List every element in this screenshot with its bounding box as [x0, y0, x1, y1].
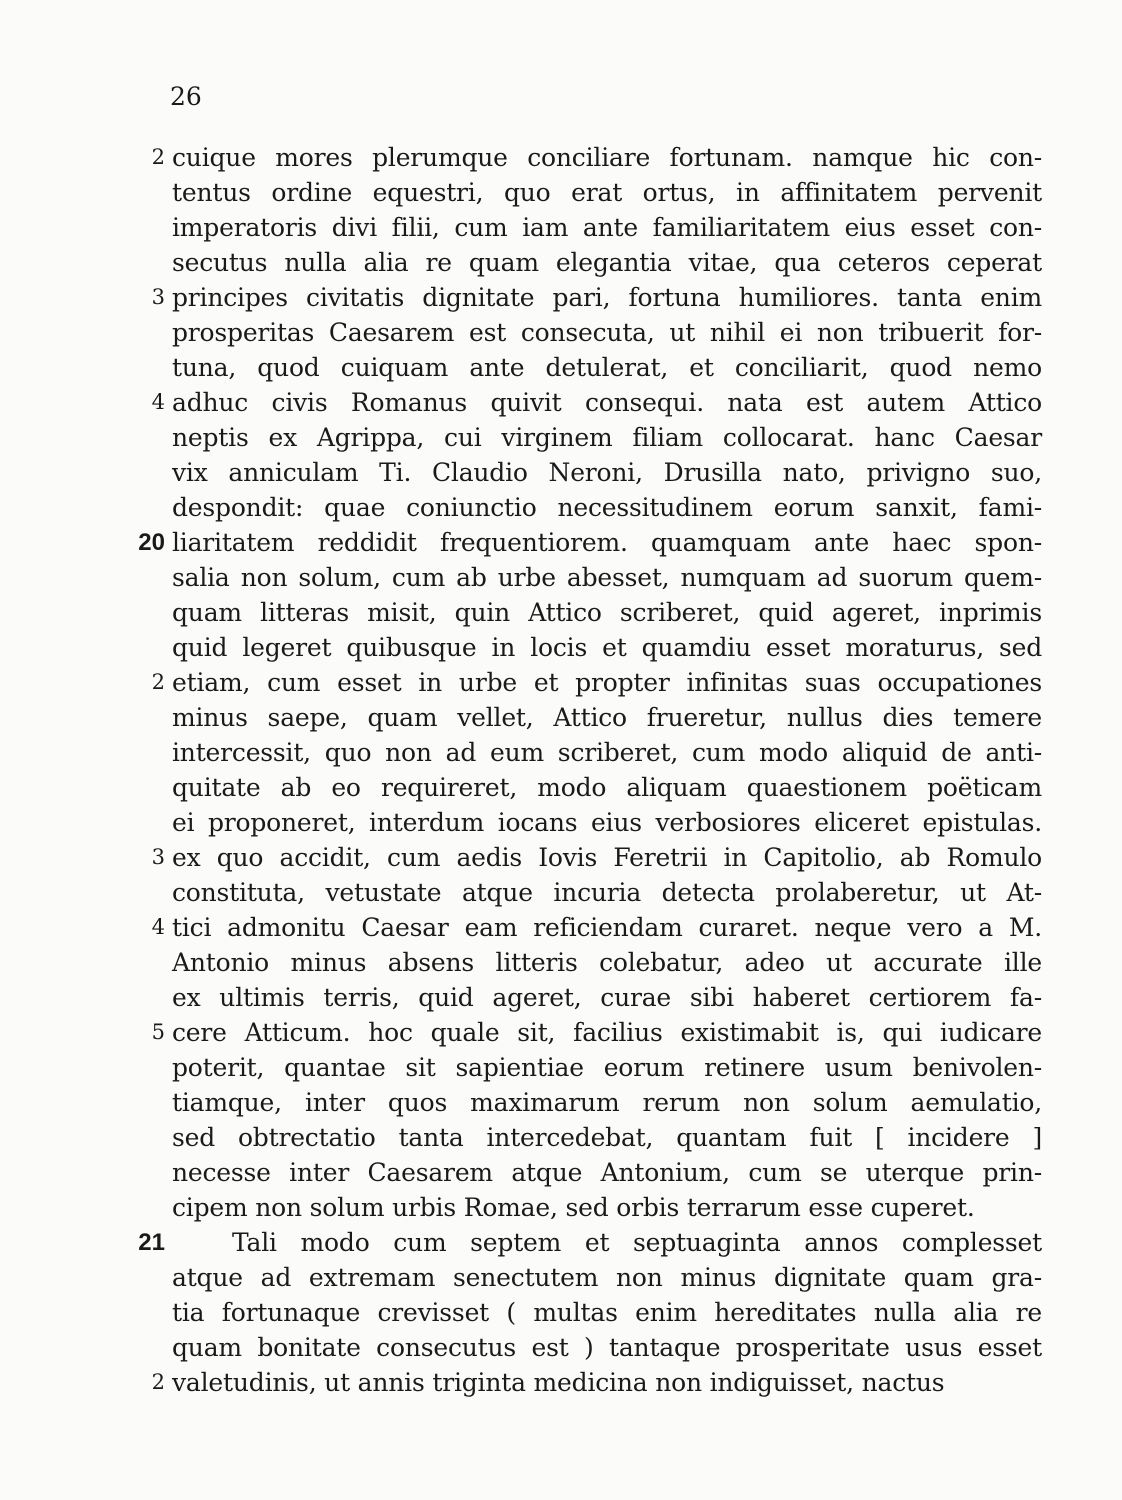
line-text: etiam, cum esset in urbe et propter infinitas suas occupationes — [172, 668, 1042, 697]
line-text: poterit, quantae sit sapientiae eorum retinere usum benivolen- — [172, 1053, 1042, 1082]
line-text: tuna, quod cuiquam ante detulerat, et conciliarit, quod nemo — [172, 353, 1042, 382]
text-line — [0, 210, 1122, 245]
text-line — [0, 420, 1122, 455]
text-line — [0, 1015, 1122, 1050]
text-line — [0, 595, 1122, 630]
text-line — [0, 630, 1122, 665]
page-number: 26 — [170, 82, 202, 111]
text-line — [0, 560, 1122, 595]
line-text: quid legeret quibusque in locis et quamdiu esset moraturus, sed — [172, 633, 1042, 662]
line-text: cuique mores plerumque conciliare fortunam. namque hic con- — [172, 143, 1042, 172]
line-text: Tali modo cum septem et septuaginta annos complesset — [232, 1228, 1042, 1257]
text-line — [0, 385, 1122, 420]
text-line — [0, 1225, 1122, 1260]
text-line — [0, 805, 1122, 840]
text-line — [0, 840, 1122, 875]
text-line — [0, 735, 1122, 770]
line-text: quam litteras misit, quin Attico scriberet, quid ageret, inprimis — [172, 598, 1042, 627]
line-text: despondit: quae coniunctio necessitudinem eorum sanxit, fami- — [172, 493, 1042, 522]
line-text: quitate ab eo requireret, modo aliquam quaestionem poëticam — [172, 773, 1042, 802]
text-line — [0, 980, 1122, 1015]
section-number: 2 — [151, 670, 165, 694]
text-line — [0, 1120, 1122, 1155]
text-line — [0, 1085, 1122, 1120]
line-text: principes civitatis dignitate pari, fortuna humiliores. tanta enim — [172, 283, 1042, 312]
line-text: ex quo accidit, cum aedis Iovis Feretrii in Capitolio, ab Romulo — [172, 843, 1042, 872]
text-body — [0, 140, 1122, 1400]
text-line — [0, 315, 1122, 350]
text-line — [0, 455, 1122, 490]
line-text: ei proponeret, interdum iocans eius verbosiores eliceret epistulas. — [172, 808, 1042, 837]
text-line — [0, 875, 1122, 910]
line-text: valetudinis, ut annis triginta medicina non indiguisset, nactus — [172, 1368, 945, 1397]
line-text: atque ad extremam senectutem non minus dignitate quam gra- — [172, 1263, 1042, 1292]
text-line — [0, 490, 1122, 525]
text-line — [0, 1155, 1122, 1190]
text-line — [0, 1050, 1122, 1085]
line-text: vix anniculam Ti. Claudio Neroni, Drusilla nato, privigno suo, — [172, 458, 1042, 487]
line-text: sed obtrectatio tanta intercedebat, quantam fuit [ incidere ] — [172, 1123, 1042, 1152]
section-number: 2 — [151, 145, 165, 169]
line-text: tentus ordine equestri, quo erat ortus, in affinitatem pervenit — [172, 178, 1042, 207]
line-text: tiamque, inter quos maximarum rerum non solum aemulatio, — [172, 1088, 1042, 1117]
text-line — [0, 1330, 1122, 1365]
text-line — [0, 910, 1122, 945]
text-line — [0, 665, 1122, 700]
line-text: tici admonitu Caesar eam reficiendam curaret. neque vero a M. — [172, 913, 1042, 942]
line-text: imperatoris divi filii, cum iam ante familiaritatem eius esset con- — [172, 213, 1042, 242]
line-text: necesse inter Caesarem atque Antonium, cum se uterque prin- — [172, 1158, 1042, 1187]
chapter-number: 21 — [138, 1229, 165, 1256]
text-line — [0, 770, 1122, 805]
text-line — [0, 245, 1122, 280]
section-number: 5 — [151, 1020, 165, 1044]
section-number: 4 — [151, 915, 165, 939]
line-text: cere Atticum. hoc quale sit, facilius existimabit is, qui iudicare — [172, 1018, 1042, 1047]
line-text: ex ultimis terris, quid ageret, curae sibi haberet certiorem fa- — [172, 983, 1042, 1012]
text-line — [0, 1295, 1122, 1330]
section-number: 3 — [151, 845, 165, 869]
text-line — [0, 140, 1122, 175]
text-line — [0, 1190, 1122, 1225]
section-number: 4 — [151, 390, 165, 414]
line-text: salia non solum, cum ab urbe abesset, numquam ad suorum quem- — [172, 563, 1042, 592]
section-number: 3 — [151, 285, 165, 309]
line-text: prosperitas Caesarem est consecuta, ut nihil ei non tribuerit for- — [172, 318, 1042, 347]
line-text: secutus nulla alia re quam elegantia vitae, qua ceteros ceperat — [172, 248, 1042, 277]
line-text: adhuc civis Romanus quivit consequi. nata est autem Attico — [172, 388, 1042, 417]
text-line — [0, 280, 1122, 315]
line-text: Antonio minus absens litteris colebatur, adeo ut accurate ille — [172, 948, 1042, 977]
text-line — [0, 945, 1122, 980]
text-line — [0, 700, 1122, 735]
text-line — [0, 1260, 1122, 1295]
line-text: neptis ex Agrippa, cui virginem filiam collocarat. hanc Caesar — [172, 423, 1042, 452]
text-line — [0, 525, 1122, 560]
text-line — [0, 175, 1122, 210]
line-text: minus saepe, quam vellet, Attico frueretur, nullus dies temere — [172, 703, 1042, 732]
text-line — [0, 1365, 1122, 1400]
line-text: quam bonitate consecutus est ) tantaque prosperitate usus esset — [172, 1333, 1042, 1362]
line-text: intercessit, quo non ad eum scriberet, cum modo aliquid de anti- — [172, 738, 1042, 767]
text-line — [0, 350, 1122, 385]
line-text: cipem non solum urbis Romae, sed orbis terrarum esse cuperet. — [172, 1193, 975, 1222]
line-text: constituta, vetustate atque incuria detecta prolaberetur, ut At- — [172, 878, 1042, 907]
line-text: tia fortunaque crevisset ( multas enim hereditates nulla alia re — [172, 1298, 1042, 1327]
chapter-number: 20 — [138, 529, 165, 556]
section-number: 2 — [151, 1370, 165, 1394]
line-text: liaritatem reddidit frequentiorem. quamquam ante haec spon- — [172, 528, 1042, 557]
